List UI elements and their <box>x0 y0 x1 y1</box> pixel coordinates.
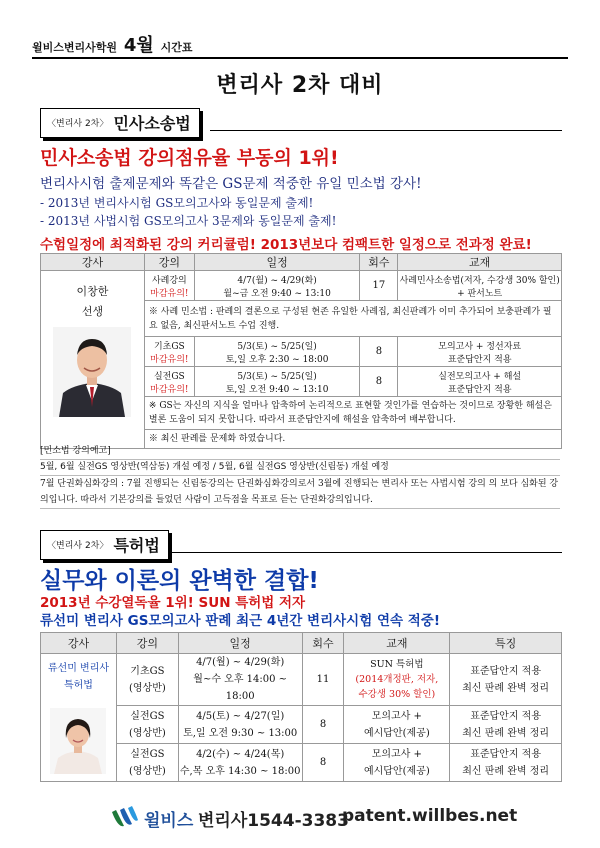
time-range: 월~수 오후 14:00 ~ 18:00 <box>193 674 288 702</box>
course-name: 실전GS <box>130 748 165 760</box>
section2-line1: 2013년 수강열독율 1위! SUN 특허법 저자 <box>40 595 306 611</box>
count-cell: 11 <box>302 654 344 706</box>
header-cell: 강의 <box>144 254 194 271</box>
date-range: 4/2(수) ~ 4/24(목) <box>196 748 285 760</box>
section2-line2: 류선미 변리사 GS모의고사 판례 최근 4년간 변리사시험 연속 적중! <box>40 613 440 629</box>
deadline-label: 마감유의! <box>150 384 189 395</box>
date-range: 4/7(월) ~ 4/29(화) <box>237 275 317 286</box>
header-cell: 일정 <box>194 254 360 271</box>
table-row <box>41 654 562 706</box>
table-header-row <box>41 633 562 654</box>
note-cell: ※ GS는 자신의 지식을 얼마나 압축하여 논리적으로 표현할 것인가를 연습하는 것이므로 장황한 해설은 별론 도움이 되지 못합니다. 따라서 표준답안지에 해설을 압축하여 배부합니다. <box>144 397 561 430</box>
header-cell: 강의 <box>116 633 178 654</box>
deadline-label: 마감유의! <box>150 354 189 365</box>
instructor-photo <box>50 708 106 774</box>
count-cell: 17 <box>360 271 398 301</box>
header-divider <box>32 57 568 59</box>
section1-headline: 민사소송법 강의점유율 부동의 1위! <box>40 147 339 169</box>
instructor-cell <box>41 271 145 449</box>
header-cell: 회수 <box>302 633 344 654</box>
instructor-photo <box>53 327 131 417</box>
count-cell: 8 <box>360 337 398 367</box>
feature-line: 표준답안지 적용 <box>470 665 542 677</box>
date-cell <box>194 271 360 301</box>
course-name: 기초GS <box>153 341 185 352</box>
academy-name: 윌비스변리사학원 <box>32 41 118 54</box>
feature-cell <box>450 654 562 706</box>
book-line: 예시답안(제공) <box>363 727 430 739</box>
table-row <box>41 744 562 782</box>
book-cell <box>344 744 450 782</box>
feature-line: 최신 판례 완벽 정리 <box>462 682 550 694</box>
tag-underline <box>172 552 562 553</box>
page-title: 변리사 2차 대비 <box>216 73 384 98</box>
header-cell: 일정 <box>178 633 302 654</box>
civil-procedure-schedule-table <box>40 253 562 449</box>
book-cell: 사례민사소송법(저자, 수강생 30% 할인) + 판서노트 <box>398 271 562 301</box>
section1-curriculum-note: 수험일정에 최적화된 강의 커리큘럼! 2013년보다 컴팩트한 일정으로 전과정 완료! <box>40 237 532 253</box>
course-cell <box>144 367 194 397</box>
willbes-logo-icon <box>110 804 140 830</box>
header-cell: 특징 <box>450 633 562 654</box>
book-cell <box>344 706 450 744</box>
count-cell: 8 <box>302 744 344 782</box>
feature-cell <box>450 706 562 744</box>
subject-tag-patent-law <box>40 530 169 560</box>
footer-phone: 변리사1544-3383 <box>198 811 349 831</box>
course-name: 실전GS <box>130 710 165 722</box>
header-cell: 교재 <box>344 633 450 654</box>
document-header <box>32 31 193 57</box>
preview-line: 5월, 6월 실전GS 영상반(역삼동) 개설 예정 / 5월, 6월 실전GS 영상반(신림동) 개설 예정 <box>40 460 560 476</box>
month-label: 4월 <box>123 35 154 56</box>
note-cell: ※ 사례 민소법 : 판례의 결론으로 구성된 현존 유일한 사례집, 최신판례가 이미 추가되어 보충판례가 필요 없음, 최신판서노트 수업 진행. <box>144 301 561 337</box>
deadline-label: 마감유의! <box>150 288 189 299</box>
date-cell <box>178 706 302 744</box>
instructor-name: 류선미 변리사 <box>47 663 110 674</box>
feature-line: 표준답안지 적용 <box>470 710 542 722</box>
book-cell <box>344 654 450 706</box>
header-cell: 회수 <box>360 254 398 271</box>
patent-law-schedule-table <box>40 632 562 782</box>
tag-small-label: 〈변리사 2차〉 <box>47 119 109 129</box>
book-line: 모의고사 + <box>371 710 422 722</box>
course-mode: (영상반) <box>128 765 166 777</box>
course-name: 사례강의 <box>151 275 187 286</box>
time-range: 토,일 오전 9:40 ~ 13:10 <box>225 384 329 395</box>
header-cell: 강사 <box>41 254 145 271</box>
book-line: 모의고사 + <box>371 748 422 760</box>
course-cell <box>116 654 178 706</box>
footer <box>110 802 518 832</box>
feature-line: 최신 판례 완벽 정리 <box>462 765 550 777</box>
instructor-name: 이창한 <box>76 285 109 298</box>
time-range: 토,일 오후 2:30 ~ 18:00 <box>225 354 329 365</box>
date-cell <box>194 367 360 397</box>
course-cell <box>144 271 194 301</box>
date-cell <box>178 744 302 782</box>
course-name: 기초GS <box>130 665 165 677</box>
feature-cell <box>450 744 562 782</box>
header-cell: 강사 <box>41 633 117 654</box>
book-line: 예시답안(제공) <box>363 765 430 777</box>
lecture-preview-block <box>40 444 560 509</box>
tag-underline <box>210 130 562 131</box>
feature-line: 최신 판례 완벽 정리 <box>462 727 550 739</box>
feature-line: 표준답안지 적용 <box>470 748 542 760</box>
instructor-subject: 특허법 <box>63 680 93 691</box>
book-line: (2014개정판, 저자, <box>355 674 439 685</box>
table-header-row <box>41 254 562 271</box>
tag-small-label: 〈변리사 2차〉 <box>47 541 109 551</box>
section2-headline: 실무와 이론의 완벽한 결합! <box>40 568 319 594</box>
table-row <box>41 706 562 744</box>
note-cell: ※ 최신 판례를 문제화 하였습니다. <box>144 430 561 449</box>
preview-line: 7월 단권화심화강의 : 7월 진행되는 신림동강의는 단권화심화강의로서 3월에 진행되는 변리사 또는 사법시험 강의 의 보다 심화된 강의입니다. 따라서 기본강의를 들었던 사람이 고득점을 목표로 듣는 단권화강의입니다. <box>40 476 560 509</box>
date-cell <box>178 654 302 706</box>
table-row <box>41 271 562 301</box>
footer-brand: 윌비스 <box>144 811 194 831</box>
instructor-title: 선생 <box>81 305 104 318</box>
tag-subject-label: 특허법 <box>113 536 160 555</box>
time-range: 수,목 오후 14:30 ~ 18:00 <box>179 765 301 777</box>
book-cell <box>398 337 562 367</box>
footer-url[interactable]: patent.willbes.net <box>342 806 518 826</box>
preview-title: [민소법 강의예고] <box>40 444 560 460</box>
date-range: 5/3(토) ~ 5/25(일) <box>237 371 317 382</box>
book-line: 표준답안지 적용 <box>447 384 512 395</box>
header-cell: 교재 <box>398 254 562 271</box>
count-cell: 8 <box>360 367 398 397</box>
course-cell <box>116 744 178 782</box>
date-range: 5/3(토) ~ 5/25(일) <box>237 341 317 352</box>
section1-line1: 변리사시험 출제문제와 똑같은 GS문제 적중한 유일 민소법 강사! <box>40 176 422 192</box>
course-cell <box>116 706 178 744</box>
section1-line3: - 2013년 사법시험 GS모의고사 3문제와 동일문제 출제! <box>40 214 337 228</box>
date-range: 4/5(토) ~ 4/27(일) <box>196 710 285 722</box>
subject-tag-civil-procedure <box>40 108 200 138</box>
course-mode: (영상반) <box>128 727 166 739</box>
book-cell <box>398 367 562 397</box>
course-name: 실전GS <box>153 371 185 382</box>
book-line: 수강생 30% 할인) <box>358 689 436 700</box>
book-line: 실전모의고사 + 해설 <box>438 371 522 382</box>
date-cell <box>194 337 360 367</box>
time-range: 월~금 오전 9:40 ~ 13:10 <box>223 288 331 299</box>
count-cell: 8 <box>302 706 344 744</box>
time-range: 토,일 오전 9:30 ~ 13:00 <box>183 727 298 739</box>
tag-subject-label: 민사소송법 <box>113 114 191 133</box>
book-line: SUN 특허법 <box>370 659 424 670</box>
book-line: 모의고사 + 정선자료 <box>438 341 522 352</box>
course-cell <box>144 337 194 367</box>
section1-line2: - 2013년 변리사시험 GS모의고사와 동일문제 출제! <box>40 196 314 210</box>
book-line: 표준답안지 적용 <box>447 354 512 365</box>
schedule-label: 시간표 <box>160 41 193 54</box>
course-mode: (영상반) <box>128 682 166 694</box>
instructor-cell <box>41 654 117 782</box>
date-range: 4/7(월) ~ 4/29(화) <box>196 657 285 668</box>
